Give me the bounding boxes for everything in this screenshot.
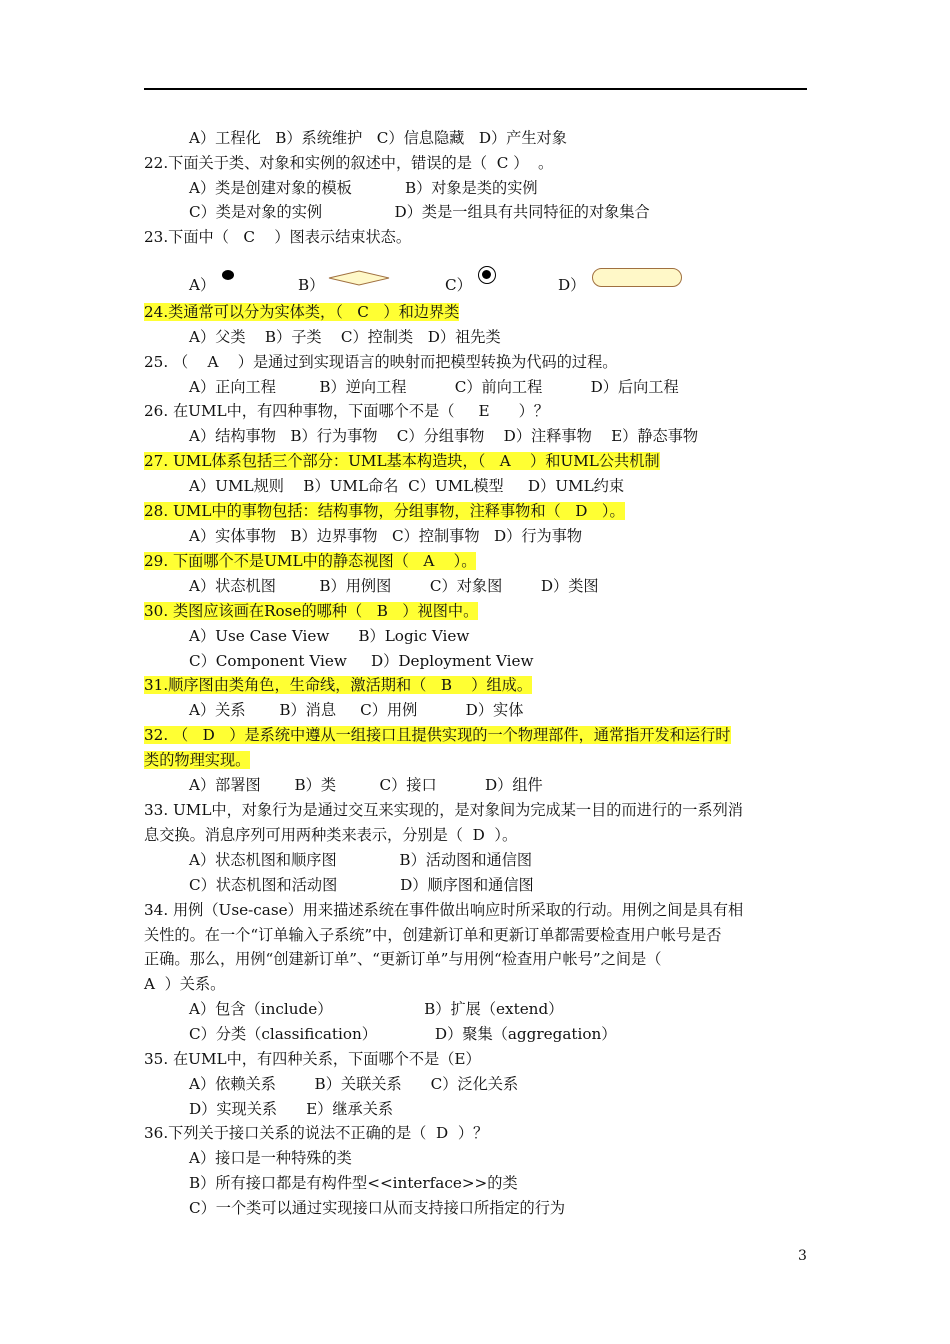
q32-stem-line1: 32. （ D ）是系统中遵从一组接口且提供实现的一个物理部件，通常指开发和运行时 — [144, 726, 731, 744]
q30-options-ab: A）Use Case View B）Logic View — [189, 627, 470, 645]
q34-options-cd: C）分类（classification） D）聚集（aggregation） — [189, 1025, 617, 1043]
q33-stem-line2: 息交换。消息序列可用两种类来表示，分别是（ D ）。 — [144, 826, 518, 844]
q33-stem-line1: 33. UML中，对象行为是通过交互来实现的，是对象间为完成某一目的而进行的一系列消 — [144, 801, 743, 819]
q31-stem: 31.顺序图由类角色，生命线，激活期和（ B ）组成。 — [144, 676, 533, 694]
q34-stem-line4: A ）关系。 — [144, 975, 226, 993]
q32-options: A）部署图 B）类 C）接口 D）组件 — [189, 776, 543, 794]
q25-options: A）正向工程 B）逆向工程 C）前向工程 D）后向工程 — [189, 378, 679, 396]
q32-stem-line2: 类的物理实现。 — [144, 751, 251, 769]
q35-options-abc: A）依赖关系 B）关联关系 C）泛化关系 — [189, 1075, 519, 1093]
q33-options-ab: A）状态机图和顺序图 B）活动图和通信图 — [189, 851, 533, 869]
q36-option-c: C）一个类可以通过实现接口从而支持接口所指定的行为 — [189, 1199, 566, 1217]
q36-option-a: A）接口是一种特殊的类 — [189, 1149, 352, 1167]
q30-stem: 30. 类图应该画在Rose的哪种（ B ）视图中。 — [144, 602, 479, 620]
q33-options-cd: C）状态机图和活动图 D）顺序图和通信图 — [189, 876, 534, 894]
q28-options: A）实体事物 B）边界事物 C）控制事物 D）行为事物 — [189, 527, 583, 545]
q23-stem: 23.下面中（ C ）图表示结束状态。 — [144, 228, 412, 246]
q24-stem: 24.类通常可以分为实体类，（ C ）和边界类 — [144, 303, 460, 321]
q27-options: A）UML规则 B）UML命名 C）UML模型 D）UML约束 — [189, 477, 625, 495]
activity-state-icon — [592, 268, 682, 287]
q26-stem: 26. 在UML中，有四种事物，下面哪个不是（ E ）？ — [144, 402, 549, 420]
header-rule — [144, 88, 807, 90]
q23-option-d-label: D） — [558, 276, 586, 294]
q30-options-cd: C）Component View D）Deployment View — [189, 652, 534, 670]
q34-options-ab: A）包含（include） B）扩展（extend） — [189, 1000, 564, 1018]
q35-stem: 35. 在UML中，有四种关系，下面哪个不是（E） — [144, 1050, 481, 1068]
decision-diamond-icon — [327, 270, 391, 286]
q36-stem: 36.下列关于接口关系的说法不正确的是（ D ）？ — [144, 1124, 489, 1142]
initial-state-icon — [222, 270, 234, 280]
q34-stem-line1: 34. 用例（Use-case）用来描述系统在事件做出响应时所采取的行动。用例之间是具有相 — [144, 901, 744, 919]
q29-stem: 29. 下面哪个不是UML中的静态视图（ A ）。 — [144, 552, 477, 570]
final-state-icon — [478, 266, 496, 284]
q22-stem: 22.下面关于类、对象和实例的叙述中，错误的是（ C ） 。 — [144, 154, 554, 172]
q22-options-ab: A）类是创建对象的模板 B）对象是类的实例 — [189, 179, 538, 197]
q24-options: A）父类 B）子类 C）控制类 D）祖先类 — [189, 328, 501, 346]
q23-option-c-label: C） — [445, 276, 472, 294]
q36-option-b: B）所有接口都是有构件型<<interface>>的类 — [189, 1174, 518, 1192]
q34-stem-line2: 关性的。在一个“订单输入子系统”中，创建新订单和更新订单都需要检查用户帐号是否 — [144, 926, 722, 944]
q26-options: A）结构事物 B）行为事物 C）分组事物 D）注释事物 E）静态事物 — [189, 427, 699, 445]
q34-stem-line3: 正确。那么，用例“创建新订单”、“更新订单”与用例“检查用户帐号”之间是（ — [144, 950, 662, 968]
q23-option-a-label: A） — [189, 276, 216, 294]
q31-options: A）关系 B）消息 C）用例 D）实体 — [189, 701, 524, 719]
q29-options: A）状态机图 B）用例图 C）对象图 D）类图 — [189, 577, 599, 595]
q28-stem: 28. UML中的事物包括：结构事物，分组事物，注释事物和（ D ）。 — [144, 502, 625, 520]
q23-option-b-label: B） — [298, 276, 325, 294]
q21-options: A）工程化 B）系统维护 C）信息隐藏 D）产生对象 — [189, 129, 567, 147]
q22-options-cd: C）类是对象的实例 D）类是一组具有共同特征的对象集合 — [189, 203, 650, 221]
q35-options-de: D）实现关系 E）继承关系 — [189, 1100, 394, 1118]
page-number: 3 — [798, 1248, 807, 1264]
q27-stem: 27. UML体系包括三个部分：UML基本构造块，（ A ）和UML公共机制 — [144, 452, 660, 470]
q25-stem: 25. （ A ）是通过到实现语言的映射而把模型转换为代码的过程。 — [144, 353, 618, 371]
